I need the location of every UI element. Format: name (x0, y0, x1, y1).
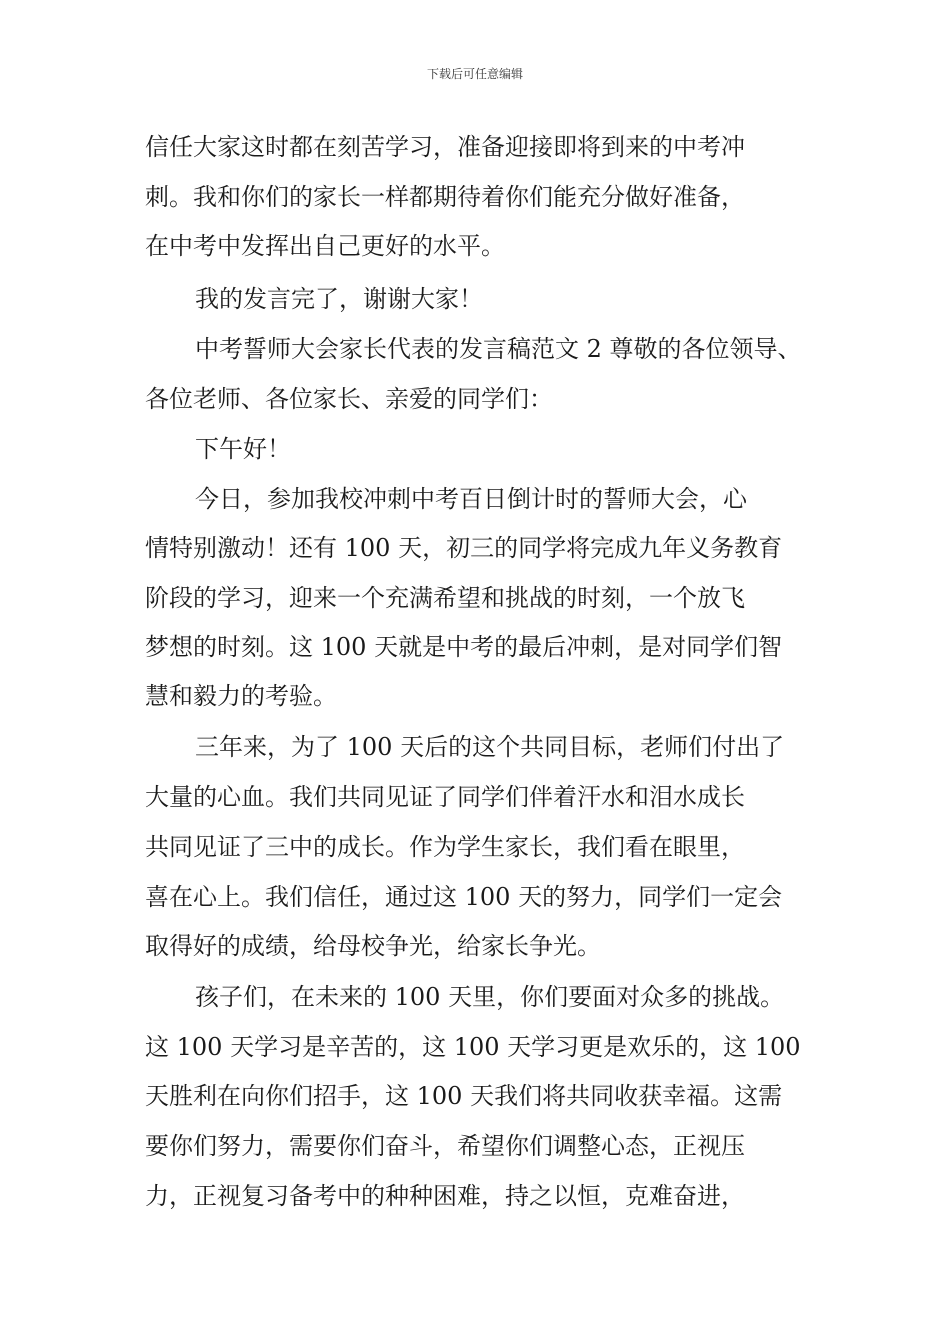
text-line: 刺。我和你们的家长一样都期待着你们能充分做好准备， (145, 183, 745, 211)
text-line: 共同见证了三中的成长。作为学生家长，我们看在眼里， (145, 833, 745, 861)
text-line: 在中考中发挥出自己更好的水平。 (145, 232, 505, 260)
text-line: 今日，参加我校冲刺中考百日倒计时的誓师大会，心 (195, 485, 747, 513)
text-line: 我的发言完了，谢谢大家！ (195, 285, 483, 313)
text-line: 信任大家这时都在刻苦学习，准备迎接即将到来的中考冲 (145, 133, 745, 161)
page-header: 下载后可任意编辑 (426, 67, 523, 81)
text-line: 情特别激动！还有 100 天，初三的同学将完成九年义务教育 (145, 534, 783, 562)
text-line: 喜在心上。我们信任，通过这 100 天的努力，同学们一定会 (145, 883, 783, 911)
text-line: 梦想的时刻。这 100 天就是中考的最后冲刺，是对同学们智 (145, 633, 783, 661)
text-line: 孩子们，在未来的 100 天里，你们要面对众多的挑战。 (195, 983, 785, 1011)
text-line: 取得好的成绩，给母校争光，给家长争光。 (145, 932, 601, 960)
text-line: 力，正视复习备考中的种种困难，持之以恒，克难奋进， (145, 1182, 745, 1210)
text-line: 这 100 天学习是辛苦的，这 100 天学习更是欢乐的，这 100 (145, 1033, 801, 1061)
text-line: 要你们努力，需要你们奋斗，希望你们调整心态，正视压 (145, 1132, 745, 1160)
text-line: 三年来，为了 100 天后的这个共同目标，老师们付出了 (195, 733, 785, 761)
text-line: 天胜利在向你们招手，这 100 天我们将共同收获幸福。这需 (145, 1082, 783, 1110)
text-line: 下午好！ (195, 435, 291, 463)
text-line: 各位老师、各位家长、亲爱的同学们： (145, 385, 553, 413)
text-line: 慧和毅力的考验。 (145, 682, 337, 710)
text-line: 阶段的学习，迎来一个充满希望和挑战的时刻，一个放飞 (145, 584, 745, 612)
text-line: 大量的心血。我们共同见证了同学们伴着汗水和泪水成长 (145, 783, 745, 811)
text-line: 中考誓师大会家长代表的发言稿范文 2 尊敬的各位领导、 (195, 335, 802, 363)
